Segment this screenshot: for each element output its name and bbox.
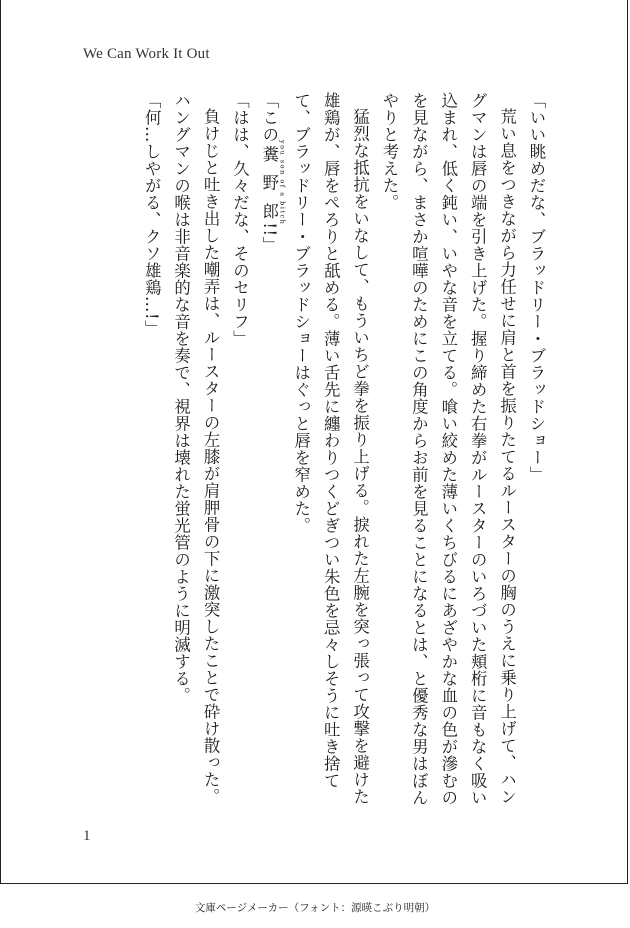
narration-paragraph: 負けじと吐き出した嘲弄は、ルースターの左膝が肩胛骨の下に激突したことで砕け散った。ハングマンの喉は非音楽的な音を奏で、視界は壊れた蛍光管のように明滅する。 bbox=[171, 92, 221, 806]
running-title: We Can Work It Out bbox=[83, 46, 210, 62]
ruby-base: 糞野郎 bbox=[259, 140, 279, 226]
dialogue-open: 「この bbox=[259, 92, 279, 143]
narration-paragraph: 猛烈な抵抗をいなして、もういちど拳を振り上げる。捩れた左腕を突っ張って攻撃を避けた雄鶏が、唇をぺろりと舐める。薄い舌先に纏わりつくどぎつい朱色を忌々しそうに吐き捨てて、ブラッドリー・ブラッドショーはぐっと唇を窄めた。 bbox=[291, 92, 370, 806]
footer-credit: 文庫ページメーカー（フォント：源暎こぶり明朝） bbox=[194, 902, 436, 914]
ruby-annotation bbox=[259, 140, 287, 226]
vertical-body-text bbox=[81, 92, 551, 812]
page-number: 1 bbox=[83, 828, 91, 844]
dialogue-close: !!」 bbox=[259, 222, 279, 254]
dialogue-line-with-ruby bbox=[254, 92, 286, 812]
dialogue-line: 「いい眺めだな、ブラッドリー・ブラッドショー」 bbox=[527, 92, 546, 483]
ruby-text: you son of a bitch bbox=[278, 140, 287, 226]
dialogue-line: 「はは、久々だな、そのセリフ」 bbox=[230, 92, 250, 347]
dialogue-line: 「何…しやがる、クソ雄鶏…!」 bbox=[142, 92, 162, 338]
narration-paragraph: 荒い息をつきながら力任せに肩と首を振りたてるルースターの胸のうえに乗り上げて、ハングマンは唇の端を引き上げた。握り締めた右拳がルースターのいろづいた頬桁に音もなく吸い込まれ、低く鈍い、いやな音を立てる。喰い絞めた薄いくちびるにあざやかな血の色が滲むのを見ながら、まさか喧嘩のためにこの角度からお前を見ることになるとは、と優秀な男はぼんやりと考えた。 bbox=[379, 92, 517, 806]
